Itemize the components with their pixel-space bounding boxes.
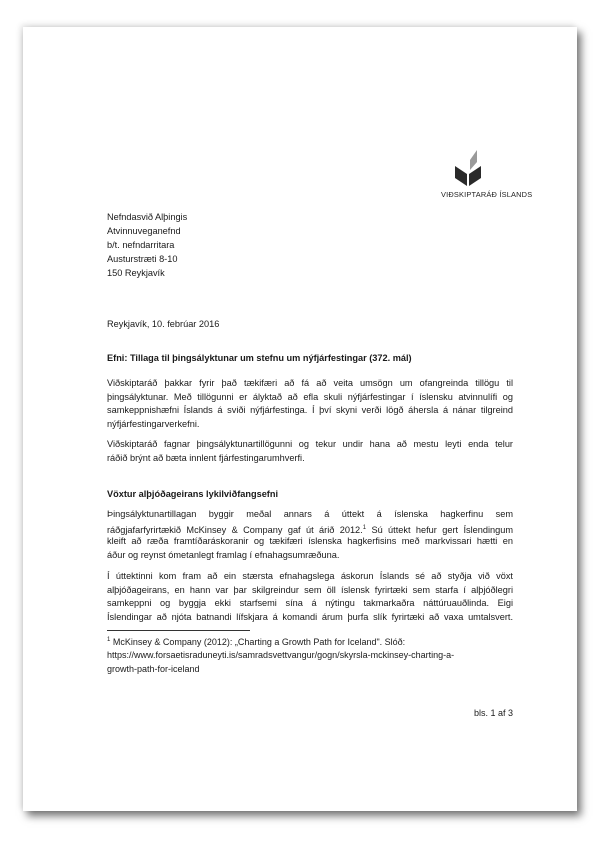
vi-leaf-logo-icon (453, 146, 483, 186)
footnote (107, 634, 454, 676)
letter-date: Reykjavík, 10. febrúar 2016 (107, 319, 220, 329)
footnote-reference[interactable]: 1 (362, 524, 367, 531)
footnote-url-line[interactable]: growth-path-for-iceland (107, 663, 200, 674)
text-line: Íslendingar að njóta batnandi lífskjara á komandi árum þurfa slík fyrirtæki að vaxa umtalsvert. (107, 611, 513, 622)
paragraph-intro (107, 377, 513, 431)
text-line: samkeppnishæfni Íslands á sviði nýfjárfestinga. Í því skyni verði lögð áhersla á nánar tilgreind (107, 405, 513, 416)
letter-subject: Efni: Tillaga til þingsályktunar um stefnu um nýfjárfestingar (372. mál) (107, 353, 412, 363)
logo-wordmark: VIÐSKIPTARÁÐ ÍSLANDS (441, 190, 533, 199)
address-line: 150 Reykjavík (107, 267, 165, 278)
text-line: áður og reynst ómetanlegt framlag í efnahagsumræðuna. (107, 549, 340, 560)
text-line: samkeppni og byggja ekki starfsemi sína á nýtingu takmarkaðra náttúruauðlinda. Eigi (107, 598, 513, 609)
text-line: Í úttektinni kom fram að ein stærsta efnahagslega áskorun Íslands sé að styðja við vöxt (107, 571, 513, 581)
address-line: Atvinnuveganefnd (107, 225, 181, 236)
section-heading: Vöxtur alþjóðageirans lykilviðfangsefni (107, 489, 279, 499)
text-line: þingsályktunar. Með tillögunni er ályktað að efla skuli nýfjárfestingar í íslensku atvinnulífi og (107, 391, 513, 402)
address-line: Nefndasvið Alþingis (107, 212, 188, 222)
text-line: kleift að ræða framtíðaráskoranir og tækifæri íslenska hagkerfisins með markvissari hætti en (107, 536, 513, 547)
address-line: b/t. nefndarritara (107, 239, 175, 250)
paragraph-growth (107, 570, 513, 624)
text-line: Viðskiptaráð fagnar þingsályktunartillögunni og tekur undir hana að mestu leyti enda telur (107, 439, 513, 449)
footnote-url-line[interactable]: https://www.forsaetisraduneyti.is/samradsvettvangur/gogn/skyrsla-mckinsey-charting-a- (107, 650, 455, 661)
footnote-separator (107, 630, 250, 631)
paragraph-mckinsey (107, 508, 513, 562)
text-line: Viðskiptaráð þakkar fyrir það tækifæri að fá að veita umsögn um ofangreinda tillögu til (107, 378, 513, 388)
address-line: Austurstræti 8-10 (107, 253, 178, 264)
page-number: bls. 1 af 3 (474, 708, 514, 718)
letterhead-logo (441, 146, 531, 206)
text-line: Þingsályktunartillagan byggir meðal annars á úttekt á íslenska hagkerfinu sem (107, 509, 513, 519)
footnote-marker: 1 (107, 637, 111, 643)
paragraph-support (107, 438, 513, 465)
text-line: nýfjárfestingarverkefni. (107, 418, 200, 429)
document-page (23, 27, 577, 811)
text-line: alþjóðageirans, en hann var þar skilgreindur sem öll íslensk fyrirtæki sem starfa í alþjóðlegri (107, 584, 513, 595)
text-line-with-footnote: ráðgjafarfyrirtækið McKinsey & Company gaf út árið 2012.$^1$ Sú úttekt hefur gert Íslendingum (107, 524, 513, 535)
footnote-line: $^1$ McKinsey & Company (2012): „Charting a Growth Path for Iceland". Slóð: (107, 637, 406, 647)
recipient-address (107, 211, 187, 280)
text-line: ráðið brýnt að bæta innlent fjárfestingarumhverfi. (107, 452, 305, 463)
